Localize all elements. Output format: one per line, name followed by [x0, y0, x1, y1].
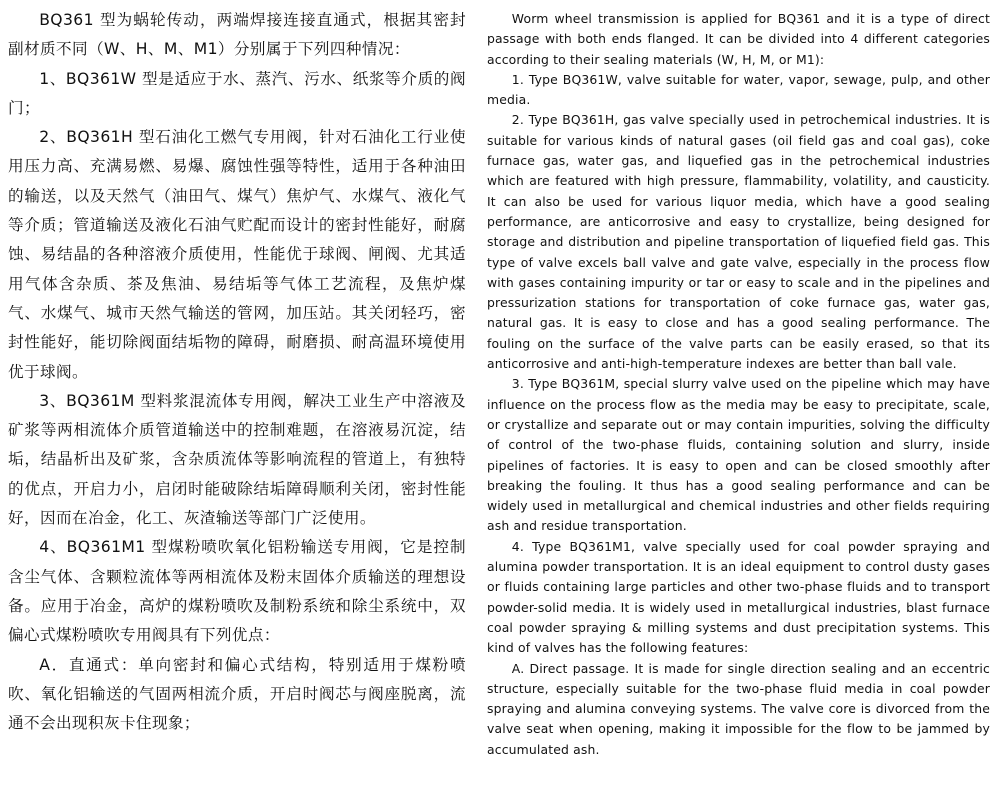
en-item-a-paragraph: A. Direct passage. It is made for single direction sealing and an eccentric structure, especially suitable for the two-phase fluid media in coal powder spraying and alumina conveying systems. The valve core is divorced from the valve seat when opening, making it impossible for the flow to be jammed by accumulated ash. [487, 660, 990, 757]
cn-item-4-paragraph: 4、BQ361M1 型煤粉喷吹氧化铝粉输送专用阀，它是控制含尘气体、含颗粒流体等两相流体及粉末固体介质输送的理想设备。应用于冶金，高炉的煤粉喷吹及制粉系统和除尘系统中，双偏心式煤粉喷吹专用阀具有下列优点： [8, 538, 466, 645]
cn-intro-paragraph: BQ361 型为蜗轮传动，两端焊接连接直通式，根据其密封副材质不同（W、H、M、M1）分别属于下列四种情况： [8, 11, 466, 59]
english-column [487, 9, 990, 760]
cn-item-2-paragraph: 2、BQ361H 型石油化工燃气专用阀，针对石油化工行业使用压力高、充满易燃、易爆、腐蚀性强等特性，适用于各种油田的输送，以及天然气（油田气、煤气）焦炉气、水煤气、液化气等介质；管道输送及液化石油气贮配而设计的密封性能好，耐腐蚀、易结晶的各种溶液介质使用，性能优于球阀、闸阀、尤其适用气体含杂质、茶及焦油、易结垢等气体工艺流程，及焦炉煤气、水煤气、城市天然气输送的管网，加压站。其关闭轻巧，密封性能好，能切除阀面结垢物的障碍，耐磨损、耐高温环境使用优于球阀。 [8, 128, 466, 381]
cn-item-a-paragraph: A．直通式：单向密封和偏心式结构，特别适用于煤粉喷吹、氧化铝输送的气固两相流介质，开启时阀芯与阀座脱离，流通不会出现积灰卡住现象； [8, 655, 466, 733]
en-item-3-paragraph: 3. Type BQ361M, special slurry valve used on the pipeline which may have influence on the process flow as the media may be easy to precipitate, scale, or crystallize and separate out or may contain impurities, solving the difficulty of control of the two-phase fluids, containing solution and slurry, inside pipelines of factories. It is easy to open and can be closed smoothly after breaking the fouling. It thus has a good sealing performance and can be widely used in metallurgical and chemical industries and other fields requiring ash and residue transportation. [487, 376, 990, 534]
en-intro-paragraph: Worm wheel transmission is applied for BQ361 and it is a type of direct passage with both ends flanged. It can be divided into 4 different categories according to their sealing materials (W, H, M, or M1): [487, 11, 990, 67]
en-item-2-paragraph: 2. Type BQ361H, gas valve specially used in petrochemical industries. It is suitable for various kinds of natural gases (oil field gas and coal gas), coke furnace gas, water gas, and liquefied gas in the petrochemical industries which are featured with high pressure, flammability, volatility, and causticity. It can also be used for various liquor media, which have a good sealing performance, are anticorrosive and easy to crystallize, being designed for storage and distribution and pipeline transportation of liquefied field gas. This type of valve excels ball valve and gate valve, especially in the process flow with gases containing impurity or tar or easy to scale and in the pipelines and pressurization stations for transportation of coke furnace gas, water gas, natural gas. It is easy to close and has a good sealing performance. The fouling on the surface of the valve parts can be easily erased, so that its anticorrosive and anti-high-temperature indexes are better than ball vale. [487, 112, 990, 372]
cn-item-3-paragraph: 3、BQ361M 型料浆混流体专用阀，解决工业生产中溶液及矿浆等两相流体介质管道输送中的控制难题，在溶液易沉淀，结垢，结晶析出及矿浆，含杂质流体等影响流程的管道上，有独特的优点，开启力小，启闭时能破除结垢障碍顺利关闭，密封性能好，因而在冶金，化工、灰渣输送等部门广泛使用。 [8, 391, 466, 528]
chinese-column [8, 6, 466, 738]
en-item-4-paragraph: 4. Type BQ361M1, valve specially used for coal powder spraying and alumina powder transportation. It is an ideal equipment to control dusty gases or fluids containing large particles and other two-phase fluids and to transport powder-solid media. It is widely used in metallurgical industries, blast furnace coal powder spraying & milling systems and dust precipitation systems. This kind of valves has the following features: [487, 538, 990, 656]
cn-item-1-paragraph: 1、BQ361W 型是适应于水、蒸汽、污水、纸浆等介质的阀门； [8, 69, 466, 117]
en-item-1-paragraph: 1. Type BQ361W, valve suitable for water, vapor, sewage, pulp, and other media. [487, 71, 990, 108]
